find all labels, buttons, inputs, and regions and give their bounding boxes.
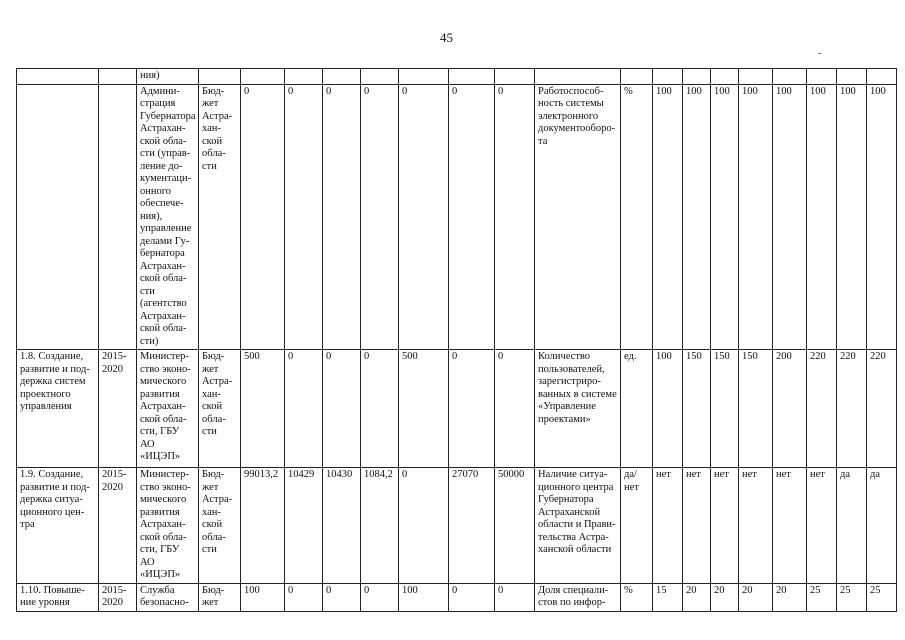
- target-value-cell: нет: [739, 468, 773, 584]
- funding-value-cell: [285, 69, 323, 85]
- funding-value-cell: 99013,2: [241, 468, 285, 584]
- target-value-cell: 100: [653, 350, 683, 468]
- funding-value-cell: 10430: [323, 468, 361, 584]
- table-row: [17, 468, 897, 584]
- target-value-cell: 150: [711, 350, 739, 468]
- target-value-cell: 100: [807, 84, 837, 350]
- target-value-cell: [739, 69, 773, 85]
- item-cell: 1.10. Повыше- ние уровня: [17, 583, 99, 611]
- funding-value-cell: 50000: [495, 468, 535, 584]
- funding-value-cell: 0: [399, 84, 449, 350]
- funding-source-cell: Бюд- жет Астра- хан- ской обла- сти: [199, 350, 241, 468]
- funding-value-cell: [449, 69, 495, 85]
- target-value-cell: нет: [683, 468, 711, 584]
- target-value-cell: 25: [807, 583, 837, 611]
- table-row: [17, 84, 897, 350]
- funding-value-cell: 0: [449, 84, 495, 350]
- executor-cell: Служба безопасно-: [137, 583, 199, 611]
- target-value-cell: 100: [773, 84, 807, 350]
- target-value-cell: [837, 69, 867, 85]
- funding-value-cell: 0: [361, 583, 399, 611]
- funding-value-cell: 0: [449, 350, 495, 468]
- unit-cell: [621, 69, 653, 85]
- target-value-cell: [807, 69, 837, 85]
- target-value-cell: 100: [711, 84, 739, 350]
- target-value-cell: 220: [837, 350, 867, 468]
- funding-value-cell: [399, 69, 449, 85]
- target-value-cell: 20: [739, 583, 773, 611]
- funding-value-cell: 0: [323, 84, 361, 350]
- funding-value-cell: 27070: [449, 468, 495, 584]
- target-value-cell: [683, 69, 711, 85]
- target-value-cell: 20: [773, 583, 807, 611]
- funding-value-cell: 0: [361, 350, 399, 468]
- unit-cell: %: [621, 583, 653, 611]
- target-value-cell: 20: [711, 583, 739, 611]
- funding-source-cell: Бюд- жет Астра- хан- ской обла- сти: [199, 468, 241, 584]
- funding-value-cell: [495, 69, 535, 85]
- executor-cell: Министер- ство эконо- мического развития Астрахан- ской обла- сти, ГБУ АО «ИЦЭП»: [137, 350, 199, 468]
- item-cell: [17, 84, 99, 350]
- target-value-cell: 100: [867, 84, 897, 350]
- years-cell: 2015- 2020: [99, 583, 137, 611]
- executor-cell: Министер- ство эконо- мического развития Астрахан- ской обла- сти, ГБУ АО «ИЦЭП»: [137, 468, 199, 584]
- funding-source-cell: Бюд- жет: [199, 583, 241, 611]
- executor-cell: Админи- страция Губернатора Астрахан- ской обла- сти (управ- ление до- кументаци- онного обеспече- ния), управление делами Гу- бернатора Астрахан- ской обла- сти (агентство Астрахан- ской обла- сти): [137, 84, 199, 350]
- funding-value-cell: [323, 69, 361, 85]
- item-cell: 1.8. Создание, развитие и под- держка систем проектного управления: [17, 350, 99, 468]
- target-value-cell: 150: [739, 350, 773, 468]
- funding-value-cell: 0: [323, 583, 361, 611]
- program-table: [16, 68, 897, 612]
- unit-cell: ед.: [621, 350, 653, 468]
- table-row: [17, 583, 897, 611]
- target-value-cell: 220: [867, 350, 897, 468]
- executor-cell: ния): [137, 69, 199, 85]
- target-value-cell: нет: [711, 468, 739, 584]
- target-value-cell: [653, 69, 683, 85]
- years-cell: [99, 69, 137, 85]
- funding-value-cell: [361, 69, 399, 85]
- funding-value-cell: 500: [399, 350, 449, 468]
- funding-value-cell: 0: [361, 84, 399, 350]
- scan-mark: [818, 53, 821, 54]
- target-value-cell: 150: [683, 350, 711, 468]
- target-value-cell: [867, 69, 897, 85]
- target-value-cell: нет: [807, 468, 837, 584]
- target-value-cell: [711, 69, 739, 85]
- funding-value-cell: 1084,2: [361, 468, 399, 584]
- target-value-cell: 100: [837, 84, 867, 350]
- page-number: 45: [440, 30, 453, 45]
- item-cell: [17, 69, 99, 85]
- table-row: [17, 69, 897, 85]
- target-value-cell: 15: [653, 583, 683, 611]
- target-value-cell: 200: [773, 350, 807, 468]
- funding-value-cell: 0: [495, 350, 535, 468]
- indicator-cell: Работоспособ- ность системы электронного документооборо- та: [535, 84, 621, 350]
- funding-value-cell: 10429: [285, 468, 323, 584]
- funding-value-cell: 0: [495, 84, 535, 350]
- indicator-cell: Количество пользователей, зарегистриро- ванных в системе «Управление проектами»: [535, 350, 621, 468]
- funding-value-cell: 100: [399, 583, 449, 611]
- funding-value-cell: 0: [285, 583, 323, 611]
- years-cell: 2015- 2020: [99, 468, 137, 584]
- indicator-cell: Наличие ситуа- ционного центра Губернатора Астраханской области и Прави- тельства Астра- ханской области: [535, 468, 621, 584]
- funding-value-cell: 0: [285, 350, 323, 468]
- target-value-cell: [773, 69, 807, 85]
- target-value-cell: 20: [683, 583, 711, 611]
- funding-value-cell: 0: [285, 84, 323, 350]
- target-value-cell: нет: [653, 468, 683, 584]
- target-value-cell: 25: [867, 583, 897, 611]
- target-value-cell: 100: [653, 84, 683, 350]
- target-value-cell: нет: [773, 468, 807, 584]
- target-value-cell: да: [837, 468, 867, 584]
- target-value-cell: 25: [837, 583, 867, 611]
- item-cell: 1.9. Создание, развитие и под- держка ситуа- ционного цен- тра: [17, 468, 99, 584]
- table-row: [17, 350, 897, 468]
- funding-value-cell: 0: [323, 350, 361, 468]
- target-value-cell: да: [867, 468, 897, 584]
- indicator-cell: [535, 69, 621, 85]
- funding-value-cell: 0: [399, 468, 449, 584]
- target-value-cell: 100: [683, 84, 711, 350]
- funding-value-cell: 100: [241, 583, 285, 611]
- target-value-cell: 220: [807, 350, 837, 468]
- funding-value-cell: 0: [449, 583, 495, 611]
- funding-source-cell: [199, 69, 241, 85]
- unit-cell: %: [621, 84, 653, 350]
- funding-source-cell: Бюд- жет Астра- хан- ской обла- сти: [199, 84, 241, 350]
- years-cell: [99, 84, 137, 350]
- target-value-cell: 100: [739, 84, 773, 350]
- years-cell: 2015- 2020: [99, 350, 137, 468]
- funding-value-cell: 0: [241, 84, 285, 350]
- indicator-cell: Доля специали- стов по инфор-: [535, 583, 621, 611]
- funding-value-cell: [241, 69, 285, 85]
- funding-value-cell: 500: [241, 350, 285, 468]
- funding-value-cell: 0: [495, 583, 535, 611]
- unit-cell: да/ нет: [621, 468, 653, 584]
